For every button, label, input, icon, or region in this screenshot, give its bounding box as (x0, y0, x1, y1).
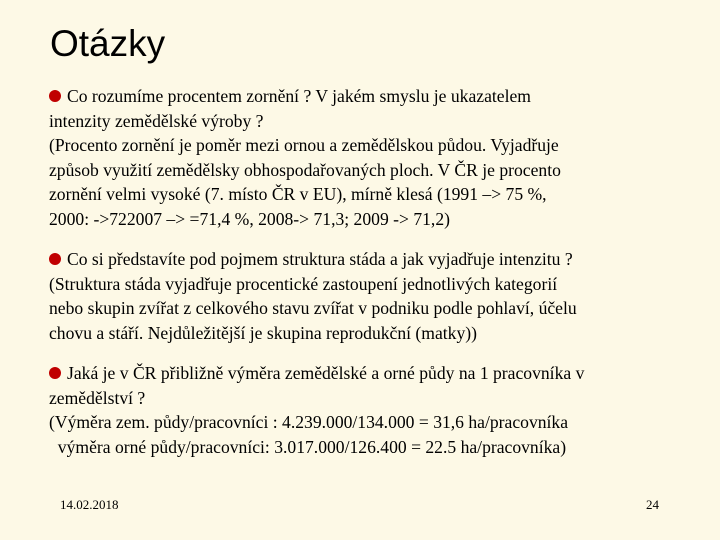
text-line: chovu a stáří. Nejdůležitější je skupina reprodukční (matky)) (49, 322, 477, 343)
text-line: zornění velmi vysoké (7. místo ČR v EU), mírně klesá (1991 –> 75 %, (49, 184, 547, 204)
slide-title: Otázky (50, 23, 166, 64)
page-number: 24 (646, 497, 659, 512)
bullet-icon (49, 253, 61, 265)
text-line-content: Co rozumíme procentem zornění ? V jakém smyslu je ukazatelem (67, 86, 531, 106)
text-line: způsob využití zemědělsky obhospodařovaných ploch. V ČR je procento (49, 159, 561, 180)
text-line: (Výměra zem. půdy/pracovníci : 4.239.000/134.000 = 31,6 ha/pracovníka (49, 412, 569, 432)
text-line: intenzity zemědělské výroby ? (49, 110, 264, 131)
text-line: výměra orné půdy/pracovníci: 3.017.000/126.400 = 22.5 ha/pracovníka) (49, 436, 567, 457)
text-line-content: Jaká je v ČR přibližně výměra zemědělské a orné půdy na 1 pracovníka v (67, 363, 585, 383)
text-line: nebo skupin zvířat z celkového stavu zvířat v podniku podle pohlaví, účelu (49, 298, 577, 318)
text-line: zemědělství ? (49, 387, 146, 408)
footer-date: 14.02.2018 (60, 497, 119, 512)
bullet-icon (49, 367, 61, 379)
question-block-1 (49, 84, 679, 231)
question-block-2 (49, 247, 679, 345)
text-line-content: Co si představíte pod pojmem struktura stáda a jak vyjadřuje intenzitu ? (67, 249, 573, 269)
slide-content (49, 84, 679, 459)
text-line: (Struktura stáda vyjadřuje procentické zastoupení jednotlivých kategorií (49, 273, 558, 294)
text-line (49, 247, 679, 272)
text-line (49, 361, 679, 386)
text-line: (Procento zornění je poměr mezi ornou a zemědělskou půdou. Vyjadřuje (49, 135, 559, 155)
bullet-icon (49, 90, 61, 102)
question-block-3 (49, 361, 679, 459)
text-line: 2000: ->722007 –> =71,4 %, 2008-> 71,3; 2009 -> 71,2) (49, 208, 450, 229)
text-line (49, 84, 679, 109)
